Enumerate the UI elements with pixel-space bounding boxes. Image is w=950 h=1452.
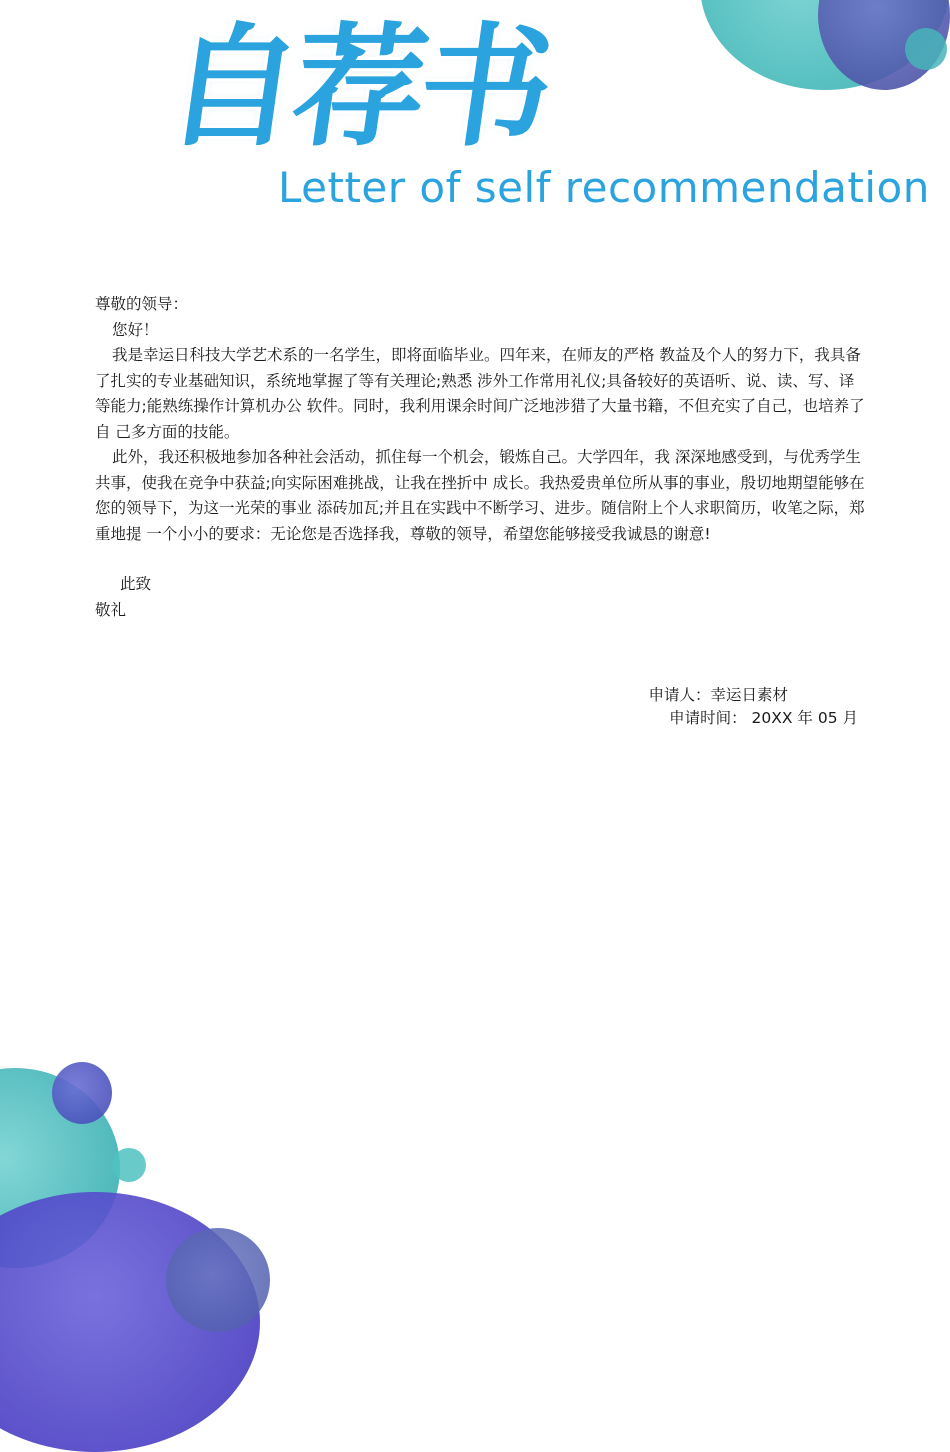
watercolor-dot-indigo-bottom: [52, 1062, 112, 1124]
watercolor-blob-slate-bottom: [166, 1228, 270, 1332]
application-date: 申请时间： 20XX 年 05 月: [669, 709, 858, 727]
spacer: [95, 547, 865, 572]
watercolor-dot-teal: [905, 28, 947, 70]
paragraph-1: 我是幸运日科技大学艺术系的一名学生，即将面临毕业。四年来，在师友的严格 教益及个人的努力下，我具备了扎实的专业基础知识，系统地掌握了等有关理论;熟悉 涉外工作常用礼仪;具备较好的英语听、说、读、写、译等能力;能熟练操作计算机办公 软件。同时，我利用课余时间广泛地涉猎了大量书籍，不但充实了自己，也培养了自 己多方面的技能。: [95, 346, 865, 441]
page-title-english: Letter of self recommendation: [278, 163, 930, 212]
signature-block: [648, 684, 858, 730]
applicant-name: 申请人：幸运日素材: [648, 686, 788, 704]
greeting: 您好！: [112, 320, 159, 339]
salutation: 尊敬的领导：: [95, 295, 189, 313]
closing-line-1: 此致: [120, 575, 152, 593]
paragraph-2: 此外，我还积极地参加各种社会活动，抓住每一个机会，锻炼自己。大学四年，我 深深地感受到，与优秀学生共事，使我在竞争中获益;向实际困难挑战，让我在挫折中 成长。我热爱贵单位所从事的事业，殷切地期望能够在您的领导下，为这一光荣的事业 添砖加瓦;并且在实践中不断学习、进步。随信附上个人求职简历，收笔之际，郑重地提 一个小小的要求：无论您是否选择我，尊敬的领导，希望您能够接受我诚恳的谢意!: [95, 448, 865, 543]
letter-body: [95, 292, 865, 623]
closing-line-2: 敬礼: [95, 600, 127, 619]
page-title-chinese: 自荐书: [157, 10, 557, 165]
watercolor-dot-teal-bottom: [112, 1148, 146, 1182]
